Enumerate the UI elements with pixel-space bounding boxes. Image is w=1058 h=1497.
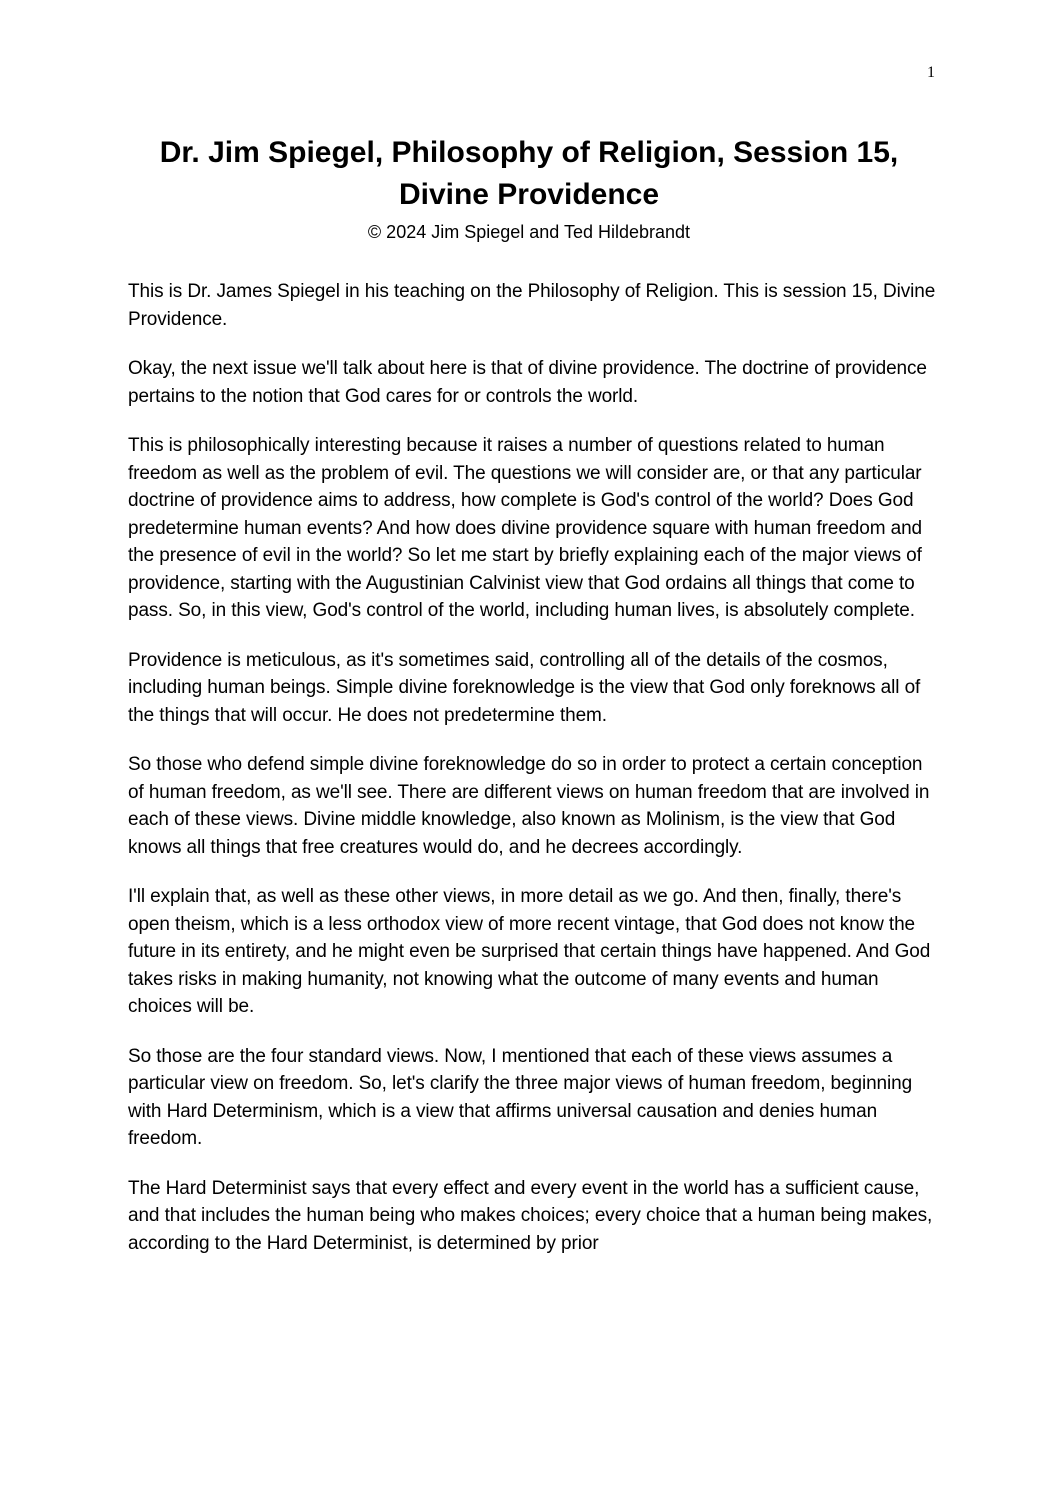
page-number: 1: [927, 64, 935, 81]
paragraph-8: The Hard Determinist says that every effect and every event in the world has a sufficient cause, and that includes the human being who makes choices; every choice that a human being makes, according to the Hard Determinist, is determined by prior: [128, 1177, 933, 1254]
document-title: [60, 132, 998, 216]
paragraph-1: This is Dr. James Spiegel in his teaching on the Philosophy of Religion. This is session 15, Divine Providence.: [128, 281, 936, 330]
document-body: [128, 278, 940, 1279]
paragraph-3: This is philosophically interesting because it raises a number of questions related to human freedom as well as the problem of evil. The questions we will consider are, or that any particular doctrine of providence aims to address, how complete is God's control of the world? Does God predetermine human events? And how does divine providence square with human freedom and the presence of evil in the world? So let me start by briefly explaining each of the major views of providence, starting with the Augustinian Calvinist view that God ordains all things that come to pass. So, in this view, God's control of the world, including human lives, is absolutely complete.: [128, 435, 923, 621]
paragraph-7: So those are the four standard views. Now, I mentioned that each of these views assumes a particular view on freedom. So, let's clarify the three major views of human freedom, beginning with Hard Determinism, which is a view that affirms universal causation and denies human freedom.: [128, 1045, 913, 1149]
title-line-2: Divine Providence: [398, 178, 660, 211]
document-header: [60, 132, 998, 244]
paragraph-6: I'll explain that, as well as these other views, in more detail as we go. And then, finally, there's open theism, which is a less orthodox view of more recent vintage, that God does not know the future in its entirety, and he might even be surprised that certain things have happened. And God takes risks in making humanity, not knowing what the outcome of many events and human choices will be.: [128, 886, 931, 1017]
paragraph-5: So those who defend simple divine foreknowledge do so in order to protect a certain conception of human freedom, as we'll see. There are different views on human freedom that are involved in each of these views. Divine middle knowledge, also known as Molinism, is the view that God knows all things that free creatures would do, and he decrees accordingly.: [128, 754, 930, 858]
paragraph-4: Providence is meticulous, as it's sometimes said, controlling all of the details of the cosmos, including human beings. Simple divine foreknowledge is the view that God only foreknows all of the things that will occur. He does not predetermine them.: [128, 649, 921, 726]
copyright-notice: © 2024 Jim Spiegel and Ted Hildebrandt: [367, 222, 691, 242]
title-line-1: Dr. Jim Spiegel, Philosophy of Religion, Session 15,: [159, 136, 899, 169]
paragraph-2: Okay, the next issue we'll talk about here is that of divine providence. The doctrine of providence pertains to the notion that God cares for or controls the world.: [128, 358, 927, 407]
